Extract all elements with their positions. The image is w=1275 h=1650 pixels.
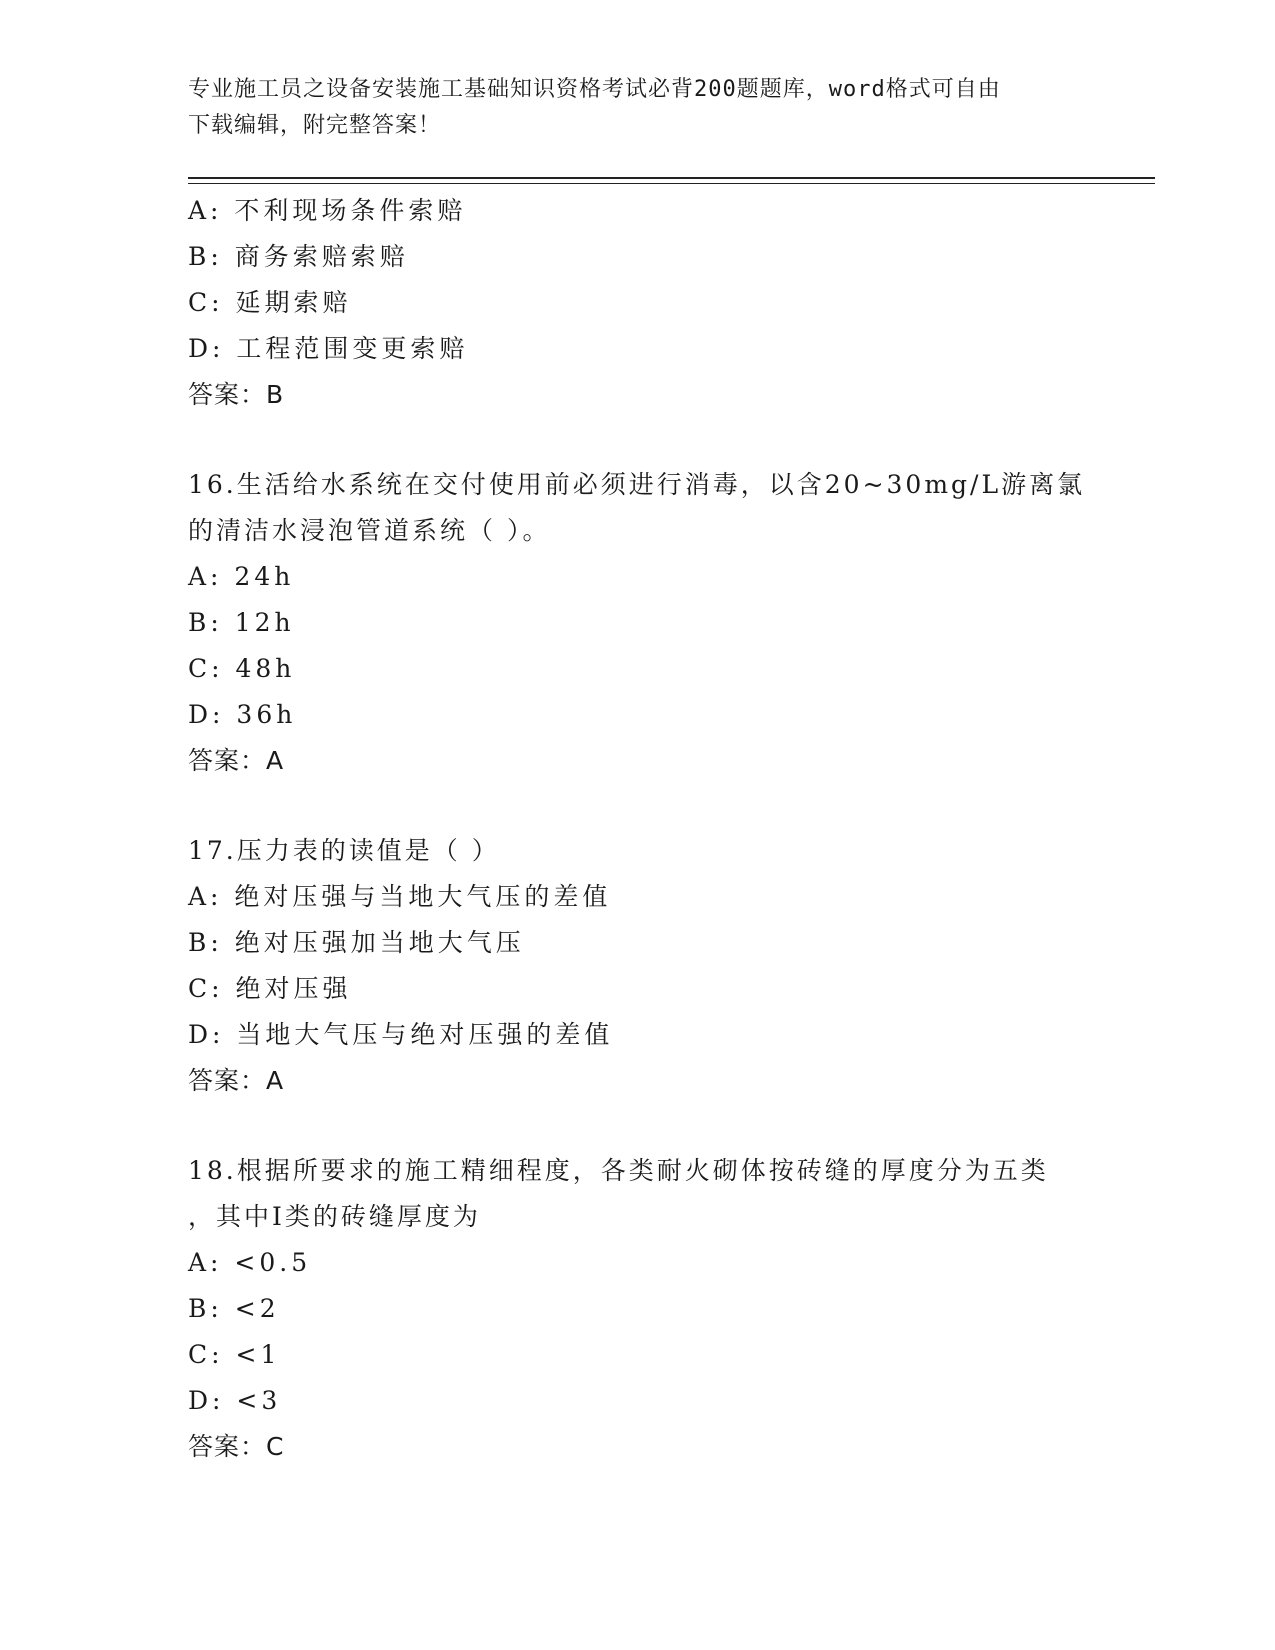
option-b: B: 绝对压强加当地大气压 [188, 928, 525, 957]
answer-line: 答案：C [188, 1432, 285, 1461]
option-c: C: 48h [188, 654, 296, 683]
header-rule-thick [188, 177, 1155, 179]
answer-line: 答案：B [188, 380, 285, 409]
option-b: B: <2 [188, 1294, 280, 1323]
question-17 [188, 828, 1088, 1104]
question-text-line-1: 17.压力表的读值是（ ） [188, 836, 500, 865]
spacer [188, 784, 1088, 828]
option-d: D: <3 [188, 1386, 282, 1415]
option-c: C: 绝对压强 [188, 974, 352, 1003]
question-text-line-2: 的清洁水浸泡管道系统（ ）。 [188, 516, 551, 545]
document-header [188, 72, 1088, 144]
option-c: C: <1 [188, 1340, 281, 1369]
question-content [188, 188, 1088, 1470]
question-16 [188, 462, 1088, 784]
option-a: A: 24h [188, 562, 295, 591]
question-text-line-2: ，其中I类的砖缝厚度为 [188, 1202, 481, 1231]
question-text-line-1: 16.生活给水系统在交付使用前必须进行消毒，以含20~30mg/L游离氯 [188, 470, 1086, 499]
option-c: C: 延期索赔 [188, 288, 352, 317]
question-text-line-1: 18.根据所要求的施工精细程度，各类耐火砌体按砖缝的厚度分为五类 [188, 1156, 1049, 1185]
question-18 [188, 1148, 1088, 1470]
option-d: D: 36h [188, 700, 297, 729]
header-rule-thin [188, 183, 1155, 184]
header-line-1: 专业施工员之设备安装施工基础知识资格考试必背200题题库，word格式可自由 [188, 77, 1001, 102]
spacer [188, 418, 1088, 462]
option-d: D: 当地大气压与绝对压强的差值 [188, 1020, 614, 1049]
header-line-2: 下载编辑，附完整答案！ [188, 113, 442, 138]
option-a: A: 不利现场条件索赔 [188, 196, 467, 225]
option-a: A: 绝对压强与当地大气压的差值 [188, 882, 612, 911]
option-d: D: 工程范围变更索赔 [188, 334, 469, 363]
answer-line: 答案：A [188, 1066, 285, 1095]
answer-line: 答案：A [188, 746, 285, 775]
option-b: B: 12h [188, 608, 295, 637]
spacer [188, 1104, 1088, 1148]
question-15 [188, 188, 1088, 418]
option-a: A: <0.5 [188, 1248, 312, 1277]
option-b: B: 商务索赔索赔 [188, 242, 409, 271]
